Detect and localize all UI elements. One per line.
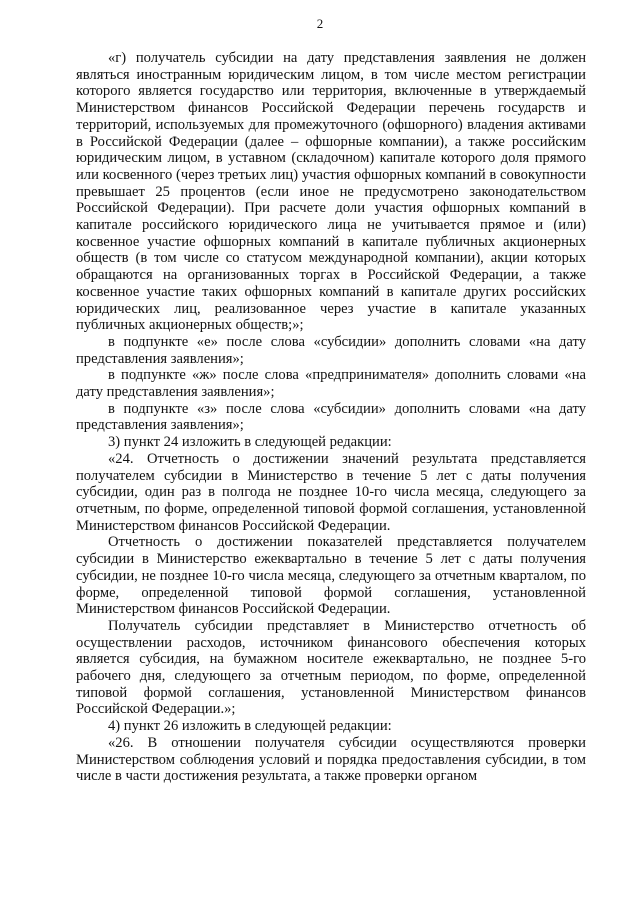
paragraph-indicators-reporting: Отчетность о достижении показателей представляется получателем субсидии в Министерство ежеквартально в течение 5 лет с даты получения субсидии, не позднее 10-го числа месяца, следующего за отчетным кварталом, по форме, определенной типовой формой соглашения, установленной Министерством финансов Российской Федерации. bbox=[76, 534, 586, 618]
paragraph-point-26-intro: 4) пункт 26 изложить в следующей редакции: bbox=[108, 718, 392, 735]
paragraph-expenses-reporting: Получатель субсидии представляет в Министерство отчетность об осуществлении расходов, источником финансового обеспечения которых является субсидия, на бумажном носителе ежеквартально, не позднее 5-го рабочего дня, следующего за отчетным периодом, по форме, определенной типовой формой соглашения, установленной Министерством финансов Российской Федерации.»; bbox=[76, 617, 586, 718]
paragraph-item-g: «г) получатель субсидии на дату представления заявления не должен являться иностранным юридическим лицом, в том числе местом регистрации которого является государство или территория, включенные в утверждаемый Министерством финансов Российской Федерации перечень государств и территорий, используемых для промежуточного (офшорного) владения активами в Российской Федерации (далее – офшорные компании), а также российским юридическим лицом, в уставном (складочном) капитале которого доля прямого или косвенного (через третьих лиц) участия офшорных компаний в совокупности превышает 25 процентов (если иное не предусмотрено законодательством Российской Федерации). При расчете доли участия офшорных компаний в капитале российского юридического лица не учитывается прямое и (или) косвенное участие офшорных компаний в капитале публичных акционерных обществ (в том числе со статусом международной компании), акции которых обращаются на организованных торгах в Российской Федерации, а также косвенное участие таких офшорных компаний в капитале других российских юридических лиц, реализованное через участие в капитале указанных публичных акционерных обществ;»; bbox=[76, 50, 586, 334]
paragraph-subitem-e: в подпункте «е» после слова «субсидии» дополнить словами «на дату представления заявления»; bbox=[76, 333, 586, 367]
document-body bbox=[76, 50, 586, 785]
paragraph-subitem-zh: в подпункте «ж» после слова «предпринимателя» дополнить словами «на дату представления заявления»; bbox=[76, 367, 586, 401]
paragraph-point-26: «26. В отношении получателя субсидии осуществляются проверки Министерством соблюдения условий и порядка предоставления субсидии, в том числе в части достижения результата, а также проверки органом bbox=[76, 734, 586, 785]
paragraph-point-24: «24. Отчетность о достижении значений результата представляется получателем субсидии в Министерство в течение 5 лет с даты получения субсидии, один раз в полгода не позднее 10-го числа месяца, следующего за отчетным, по форме, определенной типовой формой соглашения, установленной Министерством финансов Российской Федерации. bbox=[76, 450, 586, 534]
paragraph-point-24-intro: 3) пункт 24 изложить в следующей редакции: bbox=[108, 434, 392, 451]
page-number: 2 bbox=[316, 16, 324, 31]
paragraph-subitem-z: в подпункте «з» после слова «субсидии» дополнить словами «на дату представления заявления»; bbox=[76, 400, 586, 434]
